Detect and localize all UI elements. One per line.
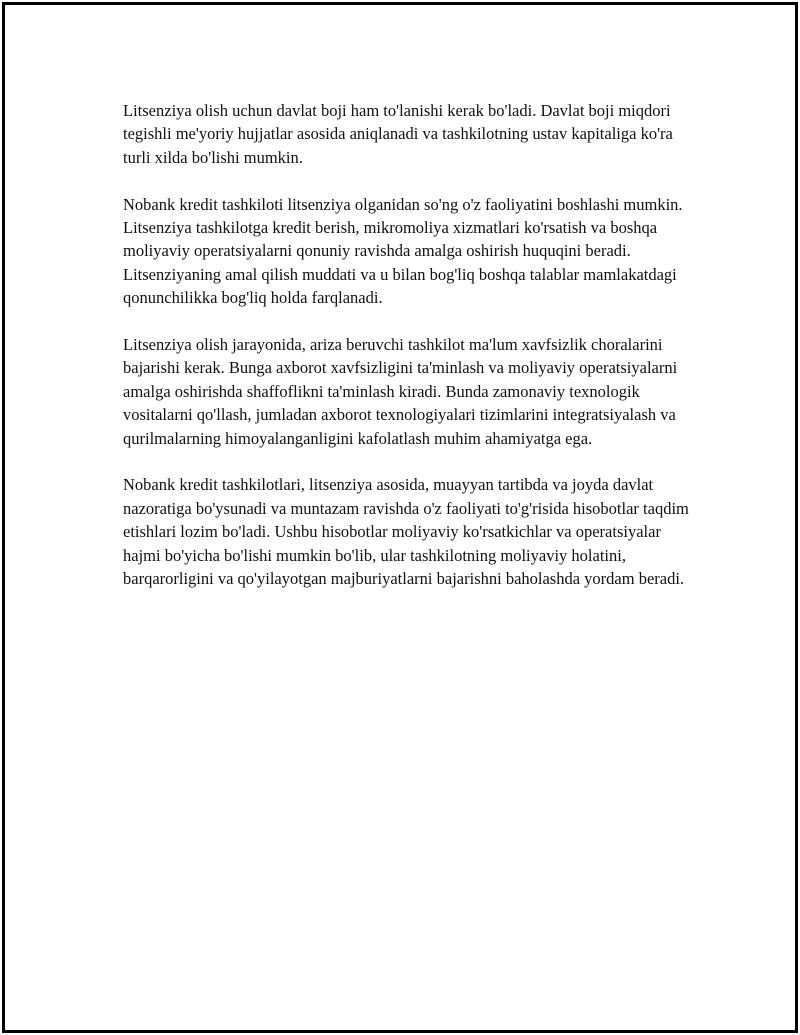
paragraph-license-scope: Nobank kredit tashkiloti litsenziya olganidan so'ng o'z faoliyatini boshlashi mumkin. Litsenziya tashkilotga kredit berish, mikromoliya xizmatlari ko'rsatish va boshqa moliyaviy operatsiyalarni qonuniy ravishda amalga oshirish huquqini beradi. Litsenziyaning amal qilish muddati va u bilan bog'liq boshqa talablar mamlakatdagi qonunchilikka bog'liq holda farqlanadi.	[123, 194, 683, 308]
paragraph-security-measures: Litsenziya olish jarayonida, ariza beruvchi tashkilot ma'lum xavfsizlik choralarini bajarishi kerak. Bunga axborot xavfsizligini ta'minlash va moliyaviy operatsiyalarni amalga oshirishda shaffoflikni ta'minlash kiradi. Bunda zamonaviy texnologik vositalarni qo'llash, jumladan axborot texnologiyalari tizimlarini integratsiyalash va qurilmalarning himoyalanganligini kafolatlash muhim ahamiyatga ega.	[123, 335, 678, 448]
page-frame	[2, 2, 798, 1033]
paragraph-state-oversight: Nobank kredit tashkilotlari, litsenziya asosida, muayyan tartibda va joyda davlat nazoratiga bo'ysunadi va muntazam ravishda o'z faoliyati to'g'risida hisobotlar taqdim etishlari lozim bo'ladi. Ushbu hisobotlar moliyaviy ko'rsatkichlar va operatsiyalar hajmi bo'yicha bo'lishi mumkin bo'lib, ular tashkilotning moliyaviy holatini, barqarorligini va qo'yilayotgan majburiyatlarni bajarishni baholashda yordam beradi.	[123, 475, 689, 589]
document-body	[123, 99, 689, 614]
paragraph-state-fee: Litsenziya olish uchun davlat boji ham to'lanishi kerak bo'ladi. Davlat boji miqdori tegishli me'yoriy hujjatlar asosida aniqlanadi va tashkilotning ustav kapitaliga ko'ra turli xilda bo'lishi mumkin.	[123, 101, 673, 167]
